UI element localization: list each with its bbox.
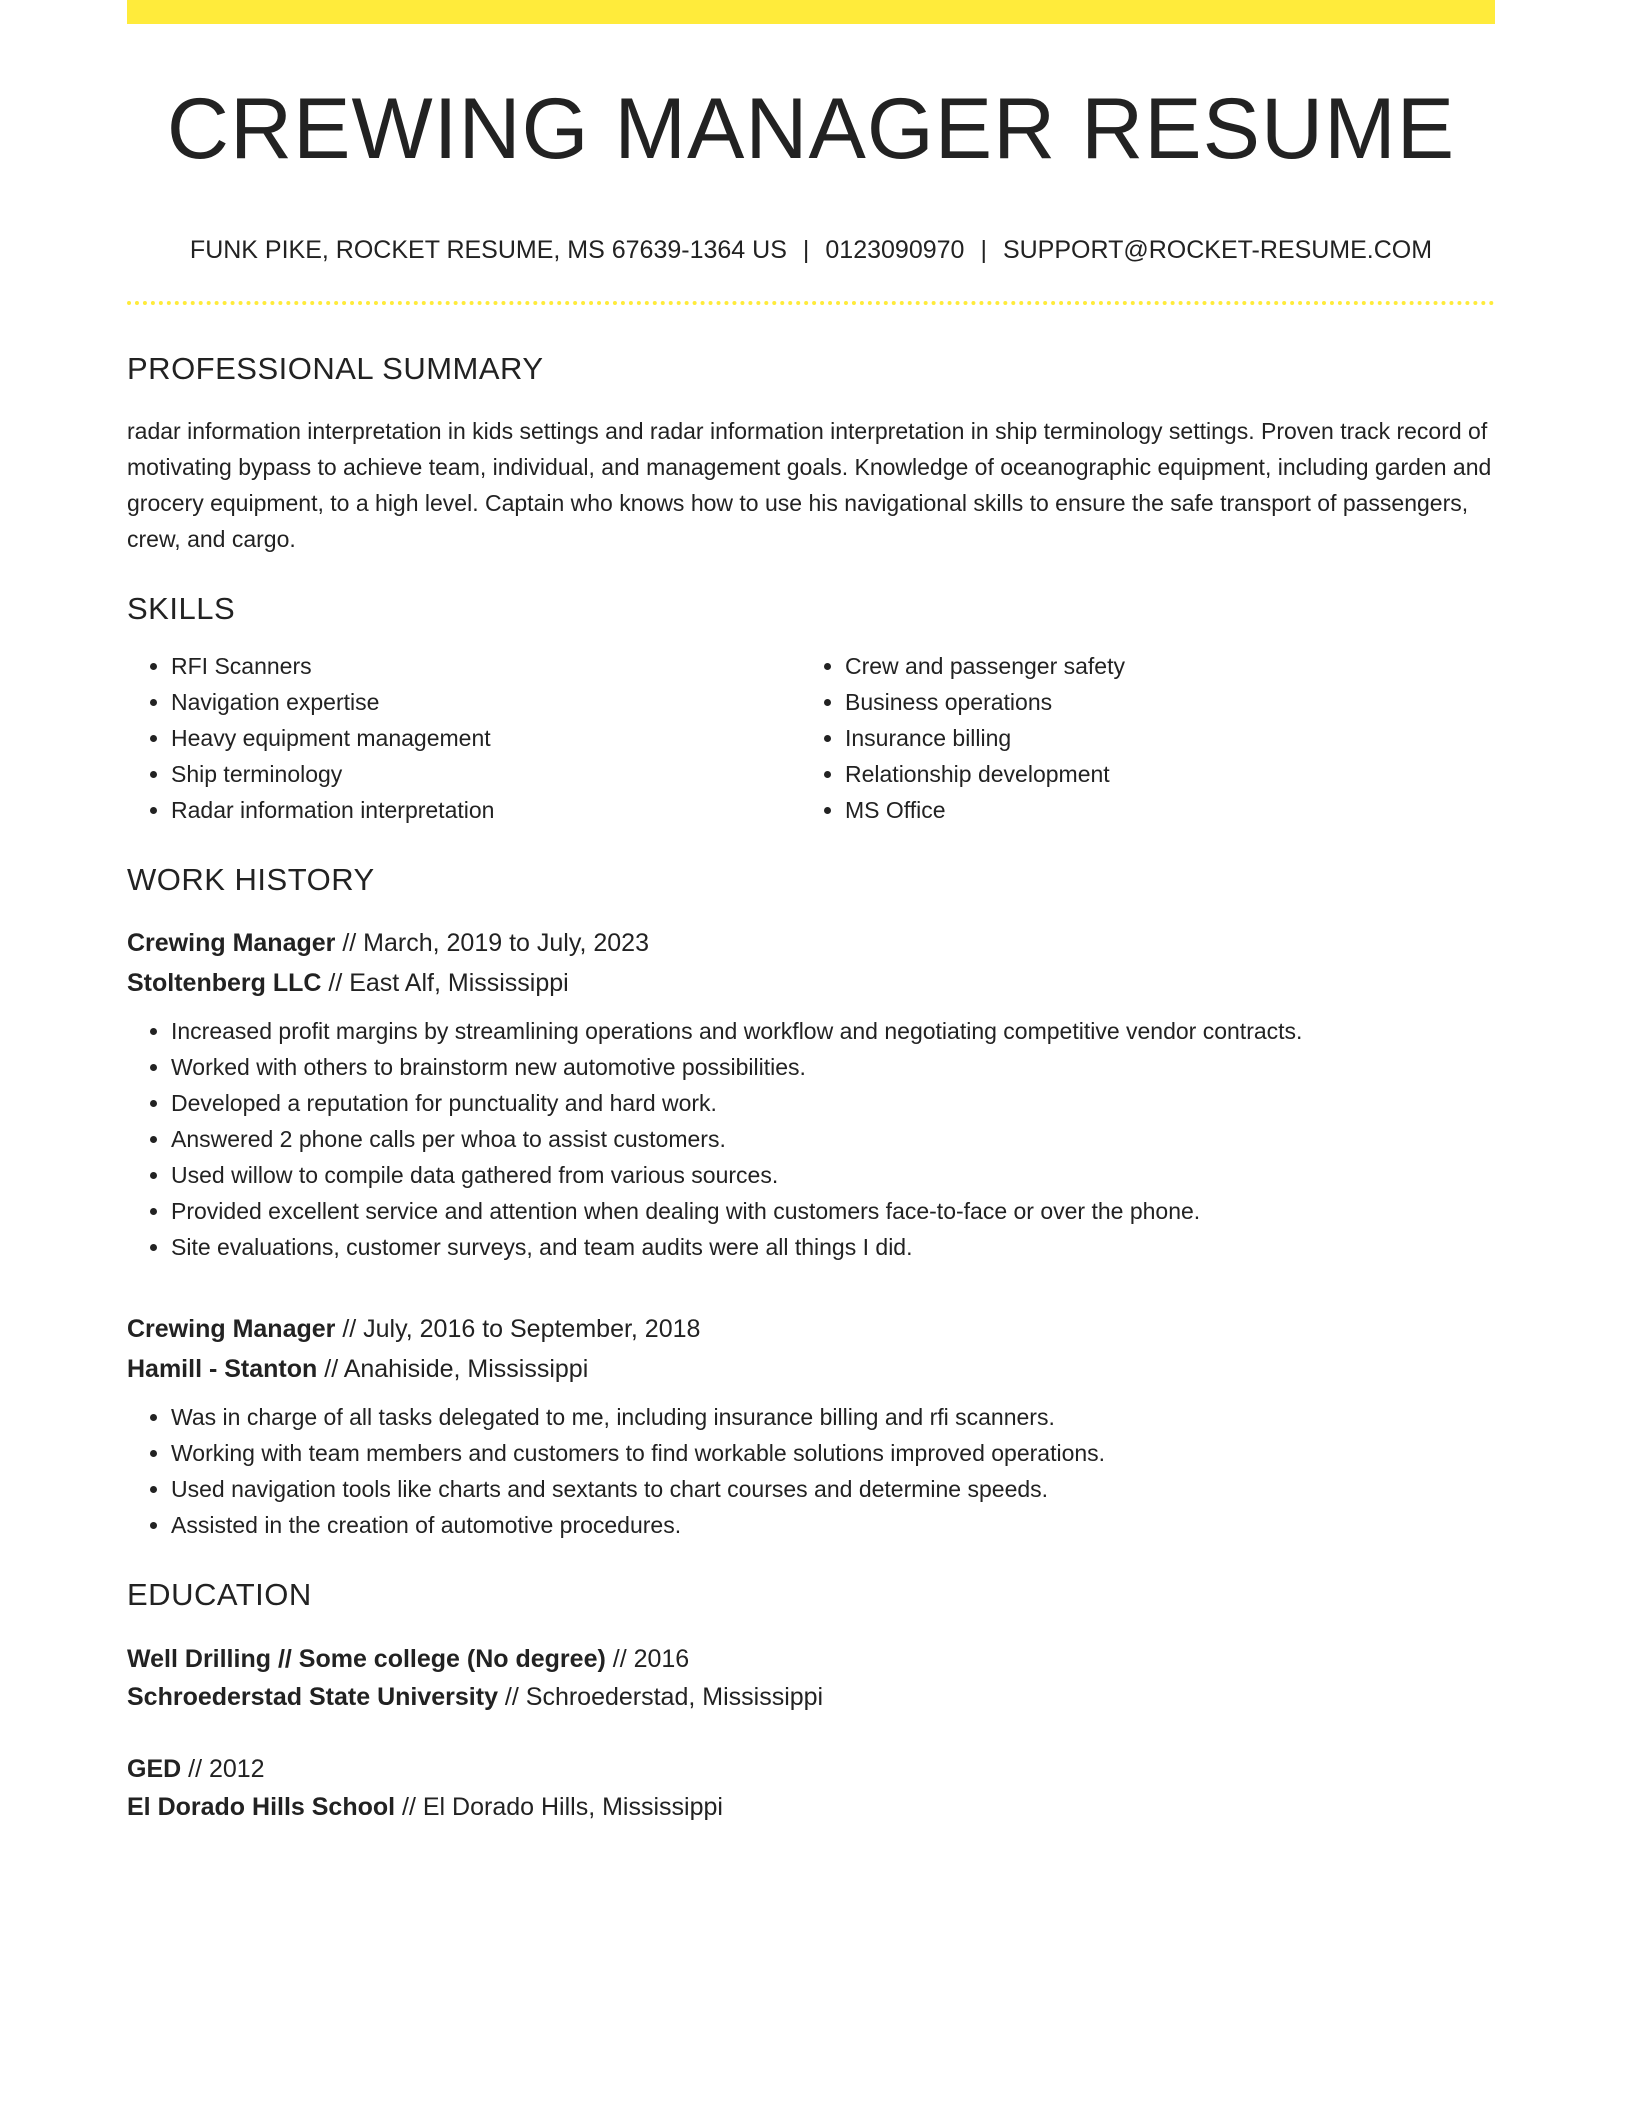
skill-item: • Ship terminology — [171, 756, 801, 792]
page-title: CREWING MANAGER RESUME — [166, 81, 1456, 177]
job-entry — [127, 1309, 1495, 1543]
job-dates: // March, 2019 to July, 2023 — [335, 929, 649, 957]
resume-page — [127, 0, 1495, 1826]
job-bullets — [127, 1013, 1495, 1265]
contact-separator: | — [802, 236, 810, 264]
education-heading: EDUCATION — [127, 1577, 312, 1612]
skill-item: • Navigation expertise — [171, 684, 801, 720]
job-bullets — [127, 1399, 1495, 1543]
education-location: // Schroederstad, Mississippi — [497, 1683, 824, 1711]
job-bullet: • Developed a reputation for punctuality and hard work. — [171, 1085, 1495, 1121]
job-bullet: • Working with team members and customers to find workable solutions improved operations. — [171, 1435, 1495, 1471]
accent-bar — [127, 0, 1495, 24]
job-company-line — [127, 1349, 1495, 1389]
skills-column-left — [127, 648, 801, 828]
contact-line — [127, 238, 1495, 263]
job-bullet: • Was in charge of all tasks delegated to me, including insurance billing and rfi scanners. — [171, 1399, 1495, 1435]
job-title: Crewing Manager — [127, 1315, 336, 1343]
education-entry — [127, 1750, 1495, 1826]
job-bullet: • Answered 2 phone calls per whoa to assist customers. — [171, 1121, 1495, 1157]
skill-item: • MS Office — [845, 792, 1125, 828]
skill-item: • Business operations — [845, 684, 1125, 720]
job-bullet: • Assisted in the creation of automotive procedures. — [171, 1507, 1495, 1543]
education-school: El Dorado Hills School — [127, 1793, 396, 1821]
education-location: // El Dorado Hills, Mississippi — [395, 1793, 723, 1821]
job-bullet: • Used navigation tools like charts and sextants to chart courses and determine speeds. — [171, 1471, 1495, 1507]
job-title-line — [127, 923, 1495, 963]
skill-item: • Crew and passenger safety — [845, 648, 1125, 684]
job-bullet: • Provided excellent service and attention when dealing with customers face-to-face or over the phone. — [171, 1193, 1495, 1229]
skills-column-right — [801, 648, 1125, 828]
skill-item: • Relationship development — [845, 756, 1125, 792]
education-entry — [127, 1640, 1495, 1716]
skill-item: • Insurance billing — [845, 720, 1125, 756]
job-company: Hamill - Stanton — [127, 1355, 318, 1383]
education-year: // 2012 — [181, 1755, 265, 1783]
job-title-line — [127, 1309, 1495, 1349]
skill-item: • Radar information interpretation — [171, 792, 801, 828]
job-bullet: • Site evaluations, customer surveys, and team audits were all things I did. — [171, 1229, 1495, 1265]
contact-separator: | — [980, 236, 987, 264]
job-company: Stoltenberg LLC — [127, 969, 322, 997]
education-degree: GED — [127, 1755, 182, 1783]
job-company-line — [127, 963, 1495, 1003]
contact-email: SUPPORT@ROCKET-RESUME.COM — [1002, 236, 1433, 264]
contact-address: FUNK PIKE, ROCKET RESUME, MS 67639-1364 US — [189, 236, 787, 264]
education-degree-line — [127, 1750, 1495, 1788]
skill-item: • Heavy equipment management — [171, 720, 801, 756]
job-bullet: • Worked with others to brainstorm new automotive possibilities. — [171, 1049, 1495, 1085]
contact-phone: 0123090970 — [825, 236, 965, 264]
work-history-heading: WORK HISTORY — [127, 862, 375, 897]
education-school: Schroederstad State University — [127, 1683, 498, 1711]
job-bullet: • Used willow to compile data gathered from various sources. — [171, 1157, 1495, 1193]
job-entry — [127, 923, 1495, 1265]
summary-heading: PROFESSIONAL SUMMARY — [127, 351, 544, 386]
job-dates: // July, 2016 to September, 2018 — [335, 1315, 701, 1343]
skills-heading: SKILLS — [127, 591, 236, 626]
summary-text: radar information interpretation in kids settings and radar information interpretation in ship terminology settings. Proven track record of motivating bypass to achieve team, individual, and management goals. Knowledge of oceanographic equipment, including garden and grocery equipment, to a high level. Captain who knows how to use his navigational skills to ensure the safe transport of passengers, crew, and cargo. — [127, 418, 1492, 552]
skills-list — [127, 648, 1495, 828]
education-degree-line — [127, 1640, 1495, 1678]
education-degree: Well Drilling // Some college (No degree) — [127, 1645, 606, 1673]
divider — [127, 301, 1495, 305]
education-school-line — [127, 1678, 1495, 1716]
job-location: // East Alf, Mississippi — [321, 969, 569, 997]
job-title: Crewing Manager — [127, 929, 336, 957]
education-year: // 2016 — [605, 1645, 690, 1673]
skill-item: • RFI Scanners — [171, 648, 801, 684]
job-location: // Anahiside, Mississippi — [317, 1355, 589, 1383]
education-school-line — [127, 1788, 1495, 1826]
job-bullet: • Increased profit margins by streamlining operations and workflow and negotiating competitive vendor contracts. — [171, 1013, 1495, 1049]
